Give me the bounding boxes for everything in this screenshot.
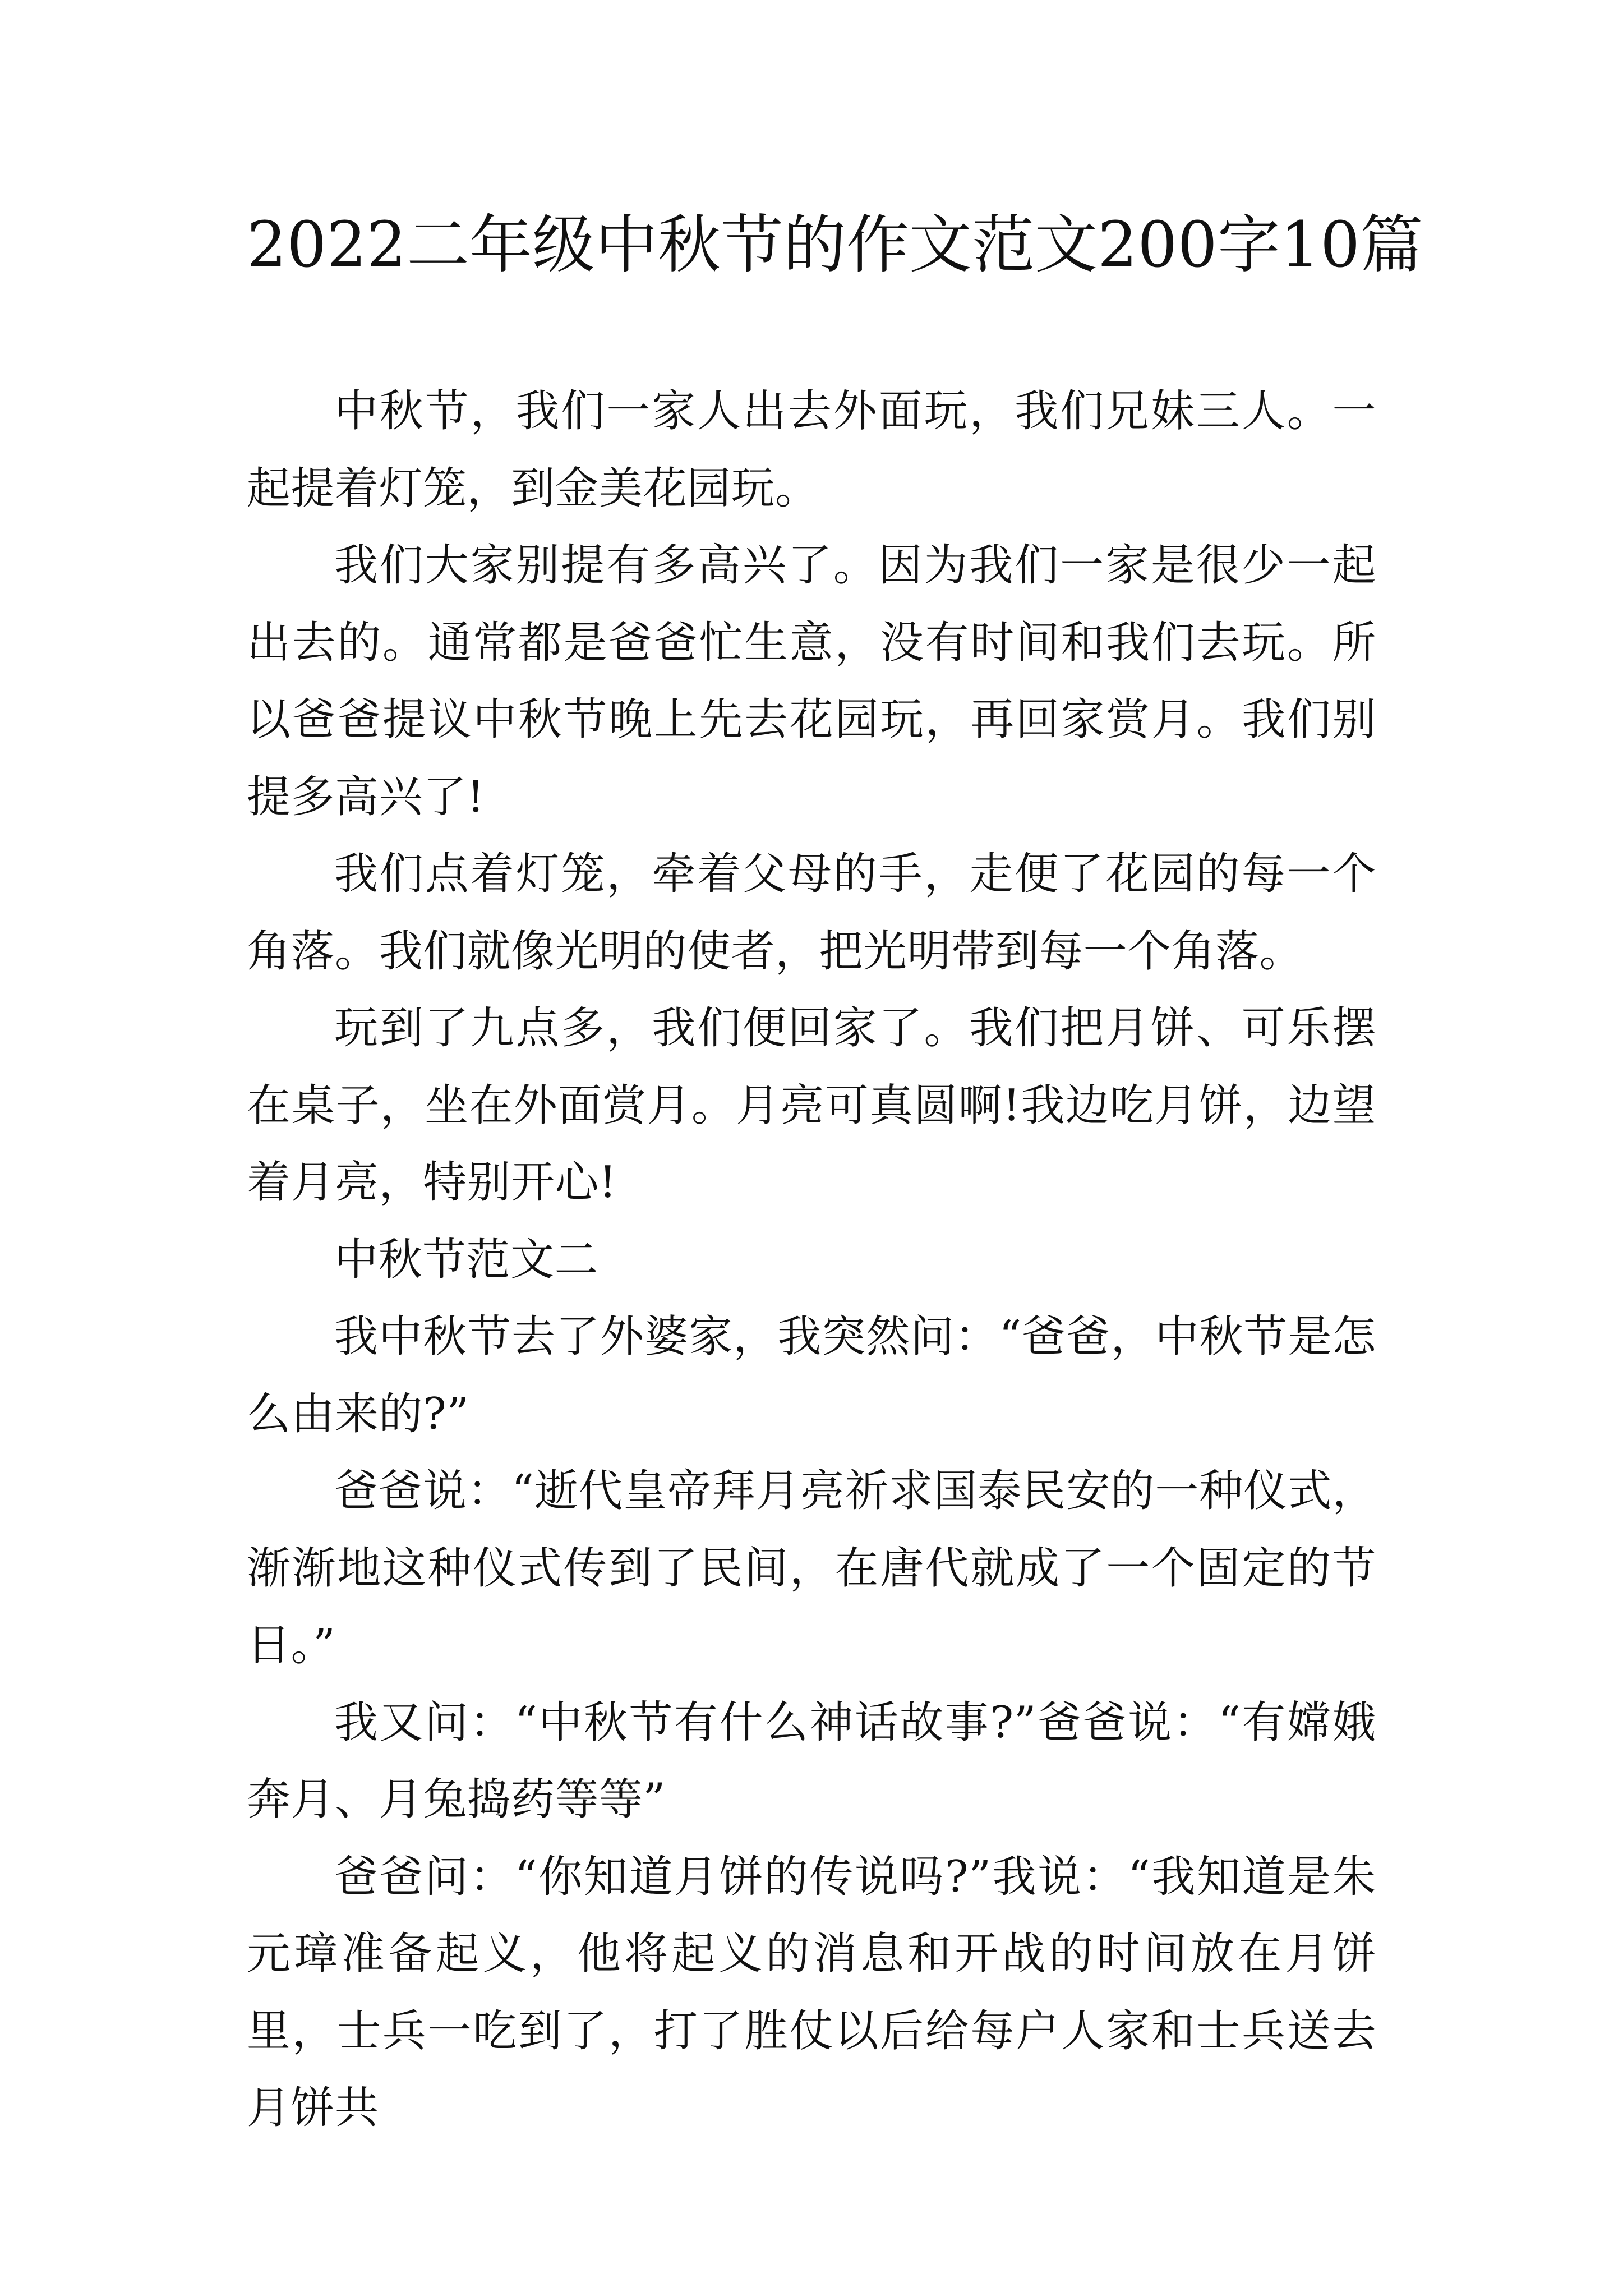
section-heading: 中秋节范文二 xyxy=(334,1234,599,1285)
paragraph-7: 我又问：“中秋节有什么神话故事?”爸爸说：“有嫦娥奔月、月兔捣药等等” xyxy=(247,1697,1376,1825)
paragraph-5: 我中秋节去了外婆家，我突然问：“爸爸，中秋节是怎么由来的?” xyxy=(247,1312,1376,1439)
document-title: 2022二年级中秋节的作文范文200字10篇 xyxy=(247,209,1423,282)
document-body xyxy=(247,373,1376,2147)
paragraph-8: 爸爸问：“你知道月饼的传说吗?”我说：“我知道是朱元璋准备起义，他将起义的消息和开战的时间放在月饼里，士兵一吃到了，打了胜仗以后给每户人家和士兵送去月饼共 xyxy=(247,1851,1376,2133)
paragraph-3: 我们点着灯笼，牵着父母的手，走便了花园的每一个角落。我们就像光明的使者，把光明带到每一个角落。 xyxy=(247,849,1376,977)
paragraph-4: 玩到了九点多，我们便回家了。我们把月饼、可乐摆在桌子，坐在外面赏月。月亮可真圆啊!我边吃月饼，边望着月亮，特别开心! xyxy=(247,1003,1376,1208)
paragraph-2: 我们大家别提有多高兴了。因为我们一家是很少一起出去的。通常都是爸爸忙生意，没有时间和我们去玩。所以爸爸提议中秋节晚上先去花园玩，再回家赏月。我们别提多高兴了! xyxy=(247,540,1376,822)
paragraph-6: 爸爸说：“逝代皇帝拜月亮祈求国泰民安的一种仪式，渐渐地这种仪式传到了民间，在唐代就成了一个固定的节日。” xyxy=(247,1466,1376,1671)
paragraph-1: 中秋节，我们一家人出去外面玩，我们兄妹三人。一起提着灯笼，到金美花园玩。 xyxy=(247,386,1376,514)
